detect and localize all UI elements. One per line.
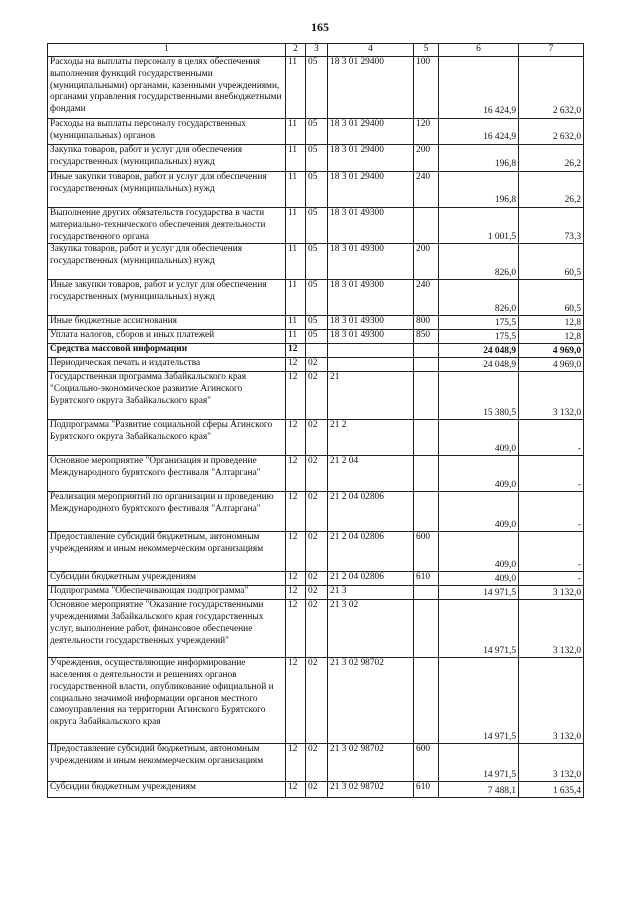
col6-amount: 24 048,9 — [439, 344, 519, 358]
col3-code: 02 — [306, 420, 328, 456]
col7-amount: 12,8 — [519, 316, 584, 330]
table-row — [48, 57, 584, 119]
row-name: Расходы на выплаты персоналу государственных (муниципальных) органов — [48, 119, 286, 145]
row-name: Реализация мероприятий по организации и проведению Международного бурятского фестиваля "Алтаргана" — [48, 492, 286, 532]
col3-code: 05 — [306, 119, 328, 145]
table-row — [48, 358, 584, 372]
col2-code: 12 — [286, 600, 306, 658]
row-name: Предоставление субсидий бюджетным, автономным учреждениям и иным некоммерческим организациям — [48, 744, 286, 782]
col7-amount: 60,5 — [519, 280, 584, 316]
col2-code: 12 — [286, 358, 306, 372]
table-row — [48, 280, 584, 316]
table-row — [48, 600, 584, 658]
row-name: Выполнение других обязательств государства в части материально-технического обеспечения деятельности государственного органа — [48, 208, 286, 244]
col3-code: 02 — [306, 744, 328, 782]
col4-code: 18 3 01 49300 — [328, 330, 414, 344]
col6-amount: 14 971,5 — [439, 658, 519, 744]
col5-code: 610 — [414, 782, 439, 798]
col5-code — [414, 208, 439, 244]
table-row — [48, 316, 584, 330]
table-row — [48, 344, 584, 358]
col4-code: 18 3 01 49300 — [328, 244, 414, 280]
col3-code: 05 — [306, 172, 328, 208]
col5-code — [414, 600, 439, 658]
table-row — [48, 782, 584, 798]
col3-code: 05 — [306, 316, 328, 330]
col3-code: 02 — [306, 372, 328, 420]
col2-code: 11 — [286, 57, 306, 119]
col5-code — [414, 372, 439, 420]
col4-code: 18 3 01 29400 — [328, 119, 414, 145]
col5-code: 100 — [414, 57, 439, 119]
col3-code: 02 — [306, 572, 328, 586]
col5-code: 200 — [414, 244, 439, 280]
col4-code — [328, 344, 414, 358]
col3-code: 02 — [306, 358, 328, 372]
row-name: Расходы на выплаты персоналу в целях обеспечения выполнения функций государственными (муниципальными) органами, казенными учреждениями, органами управления государственными внебюджетными фондами — [48, 57, 286, 119]
col6-amount: 24 048,9 — [439, 358, 519, 372]
col5-code — [414, 420, 439, 456]
row-name: Закупка товаров, работ и услуг для обеспечения государственных (муниципальных) нужд — [48, 145, 286, 172]
col7-amount: 2 632,0 — [519, 119, 584, 145]
row-name: Уплата налогов, сборов и иных платежей — [48, 330, 286, 344]
col3-code: 05 — [306, 330, 328, 344]
col6-amount: 196,8 — [439, 172, 519, 208]
col4-code: 18 3 01 49300 — [328, 208, 414, 244]
col3-code: 02 — [306, 456, 328, 492]
col5-code: 850 — [414, 330, 439, 344]
column-header: 6 — [439, 44, 519, 57]
row-name: Закупка товаров, работ и услуг для обеспечения государственных (муниципальных) нужд — [48, 244, 286, 280]
table-row — [48, 492, 584, 532]
col5-code — [414, 658, 439, 744]
column-header: 7 — [519, 44, 584, 57]
col2-code: 11 — [286, 119, 306, 145]
table-row — [48, 172, 584, 208]
col3-code: 02 — [306, 532, 328, 572]
col6-amount: 16 424,9 — [439, 57, 519, 119]
row-name: Иные бюджетные ассигнования — [48, 316, 286, 330]
column-header: 1 — [48, 44, 286, 57]
col7-amount: 3 132,0 — [519, 600, 584, 658]
col5-code: 200 — [414, 145, 439, 172]
col3-code: 05 — [306, 145, 328, 172]
row-name: Государственная программа Забайкальского края "Социально-экономическое развитие Агинского Бурятского округа Забайкальского края" — [48, 372, 286, 420]
col4-code: 21 3 02 98702 — [328, 658, 414, 744]
col6-amount: 409,0 — [439, 492, 519, 532]
col7-amount: 2 632,0 — [519, 57, 584, 119]
col7-amount: 1 635,4 — [519, 782, 584, 798]
col6-amount: 1 001,5 — [439, 208, 519, 244]
col4-code: 21 2 04 02806 — [328, 572, 414, 586]
col6-amount: 409,0 — [439, 572, 519, 586]
row-name: Подпрограмма "Развитие социальной сферы Агинского Бурятского округа Забайкальского края" — [48, 420, 286, 456]
col4-code: 18 3 01 49300 — [328, 280, 414, 316]
col3-code — [306, 344, 328, 358]
column-header: 3 — [306, 44, 328, 57]
col2-code: 12 — [286, 572, 306, 586]
row-name: Иные закупки товаров, работ и услуг для обеспечения государственных (муниципальных) нужд — [48, 280, 286, 316]
col6-amount: 826,0 — [439, 280, 519, 316]
column-header: 5 — [414, 44, 439, 57]
col6-amount: 175,5 — [439, 330, 519, 344]
col5-code — [414, 358, 439, 372]
row-name: Основное мероприятие "Организация и проведение Международного бурятского фестиваля "Алтаргана" — [48, 456, 286, 492]
table-row — [48, 372, 584, 420]
col6-amount: 826,0 — [439, 244, 519, 280]
col7-amount: - — [519, 492, 584, 532]
table-row — [48, 208, 584, 244]
col2-code: 12 — [286, 456, 306, 492]
col4-code: 18 3 01 49300 — [328, 316, 414, 330]
col5-code — [414, 492, 439, 532]
col3-code: 02 — [306, 658, 328, 744]
col4-code — [328, 358, 414, 372]
col6-amount: 16 424,9 — [439, 119, 519, 145]
col6-amount: 409,0 — [439, 456, 519, 492]
col6-amount: 175,5 — [439, 316, 519, 330]
table-row — [48, 145, 584, 172]
col2-code: 11 — [286, 208, 306, 244]
header-row — [48, 44, 584, 57]
col3-code: 02 — [306, 492, 328, 532]
col4-code: 21 3 02 — [328, 600, 414, 658]
budget-table — [47, 43, 584, 798]
col7-amount: - — [519, 572, 584, 586]
col7-amount: 26,2 — [519, 172, 584, 208]
col7-amount: 3 132,0 — [519, 586, 584, 600]
row-name: Учреждения, осуществляющие информирование населения о деятельности и решениях органов государственной власти, опубликование официальной и социально значимой информации органов местного самоуправления на территории Агинского Бурятского округа Забайкальского края — [48, 658, 286, 744]
col2-code: 12 — [286, 420, 306, 456]
table-row — [48, 572, 584, 586]
col4-code: 21 3 02 98702 — [328, 782, 414, 798]
col4-code: 21 3 02 98702 — [328, 744, 414, 782]
col5-code: 800 — [414, 316, 439, 330]
col7-amount: - — [519, 532, 584, 572]
col2-code: 12 — [286, 658, 306, 744]
col2-code: 12 — [286, 532, 306, 572]
col4-code: 21 — [328, 372, 414, 420]
col4-code: 18 3 01 29400 — [328, 172, 414, 208]
col2-code: 12 — [286, 586, 306, 600]
table-row — [48, 658, 584, 744]
col2-code: 11 — [286, 172, 306, 208]
col4-code: 21 2 — [328, 420, 414, 456]
table-row — [48, 744, 584, 782]
col5-code: 600 — [414, 532, 439, 572]
col4-code: 21 2 04 02806 — [328, 532, 414, 572]
col2-code: 11 — [286, 244, 306, 280]
column-header: 2 — [286, 44, 306, 57]
col3-code: 02 — [306, 782, 328, 798]
col4-code: 21 2 04 02806 — [328, 492, 414, 532]
col7-amount: - — [519, 420, 584, 456]
table-row — [48, 244, 584, 280]
row-name: Субсидии бюджетным учреждениям — [48, 782, 286, 798]
col2-code: 11 — [286, 145, 306, 172]
col7-amount: 26,2 — [519, 145, 584, 172]
col4-code: 21 3 — [328, 586, 414, 600]
col6-amount: 196,8 — [439, 145, 519, 172]
col6-amount: 14 971,5 — [439, 600, 519, 658]
page-number: 165 — [311, 20, 329, 34]
col2-code: 12 — [286, 744, 306, 782]
col2-code: 12 — [286, 782, 306, 798]
col7-amount: 4 969,0 — [519, 358, 584, 372]
row-name: Средства массовой информации — [48, 344, 286, 358]
col6-amount: 409,0 — [439, 532, 519, 572]
col6-amount: 14 971,5 — [439, 586, 519, 600]
col7-amount: 60,5 — [519, 244, 584, 280]
row-name: Подпрограмма "Обеспечивающая подпрограмма" — [48, 586, 286, 600]
col7-amount: 12,8 — [519, 330, 584, 344]
col5-code — [414, 344, 439, 358]
col5-code: 240 — [414, 280, 439, 316]
col7-amount: 3 132,0 — [519, 744, 584, 782]
col2-code: 12 — [286, 492, 306, 532]
col5-code: 120 — [414, 119, 439, 145]
col3-code: 05 — [306, 208, 328, 244]
col5-code: 240 — [414, 172, 439, 208]
col2-code: 12 — [286, 372, 306, 420]
col5-code — [414, 586, 439, 600]
col3-code: 05 — [306, 244, 328, 280]
table-row — [48, 330, 584, 344]
col4-code: 21 2 04 — [328, 456, 414, 492]
row-name: Предоставление субсидий бюджетным, автономным учреждениям и иным некоммерческим организациям — [48, 532, 286, 572]
col5-code: 600 — [414, 744, 439, 782]
column-header: 4 — [328, 44, 414, 57]
table-row — [48, 532, 584, 572]
col3-code: 05 — [306, 280, 328, 316]
col7-amount: - — [519, 456, 584, 492]
row-name: Основное мероприятие "Оказание государственными учреждениями Забайкальского края государственных услуг, выполнение работ, финансовое обеспечение деятельности государственных учреждений" — [48, 600, 286, 658]
col7-amount: 73,3 — [519, 208, 584, 244]
col6-amount: 14 971,5 — [439, 744, 519, 782]
table-row — [48, 119, 584, 145]
col3-code: 02 — [306, 600, 328, 658]
table-row — [48, 586, 584, 600]
row-name: Периодическая печать и издательства — [48, 358, 286, 372]
col7-amount: 3 132,0 — [519, 658, 584, 744]
row-name: Субсидии бюджетным учреждениям — [48, 572, 286, 586]
col6-amount: 409,0 — [439, 420, 519, 456]
col7-amount: 3 132,0 — [519, 372, 584, 420]
col3-code: 02 — [306, 586, 328, 600]
col2-code: 11 — [286, 280, 306, 316]
table-row — [48, 420, 584, 456]
col4-code: 18 3 01 29400 — [328, 145, 414, 172]
col2-code: 11 — [286, 330, 306, 344]
col5-code: 610 — [414, 572, 439, 586]
table-row — [48, 456, 584, 492]
col2-code: 12 — [286, 344, 306, 358]
col6-amount: 7 488,1 — [439, 782, 519, 798]
col3-code: 05 — [306, 57, 328, 119]
col7-amount: 4 969,0 — [519, 344, 584, 358]
col2-code: 11 — [286, 316, 306, 330]
col5-code — [414, 456, 439, 492]
col4-code: 18 3 01 29400 — [328, 57, 414, 119]
col6-amount: 15 380,5 — [439, 372, 519, 420]
row-name: Иные закупки товаров, работ и услуг для обеспечения государственных (муниципальных) нужд — [48, 172, 286, 208]
